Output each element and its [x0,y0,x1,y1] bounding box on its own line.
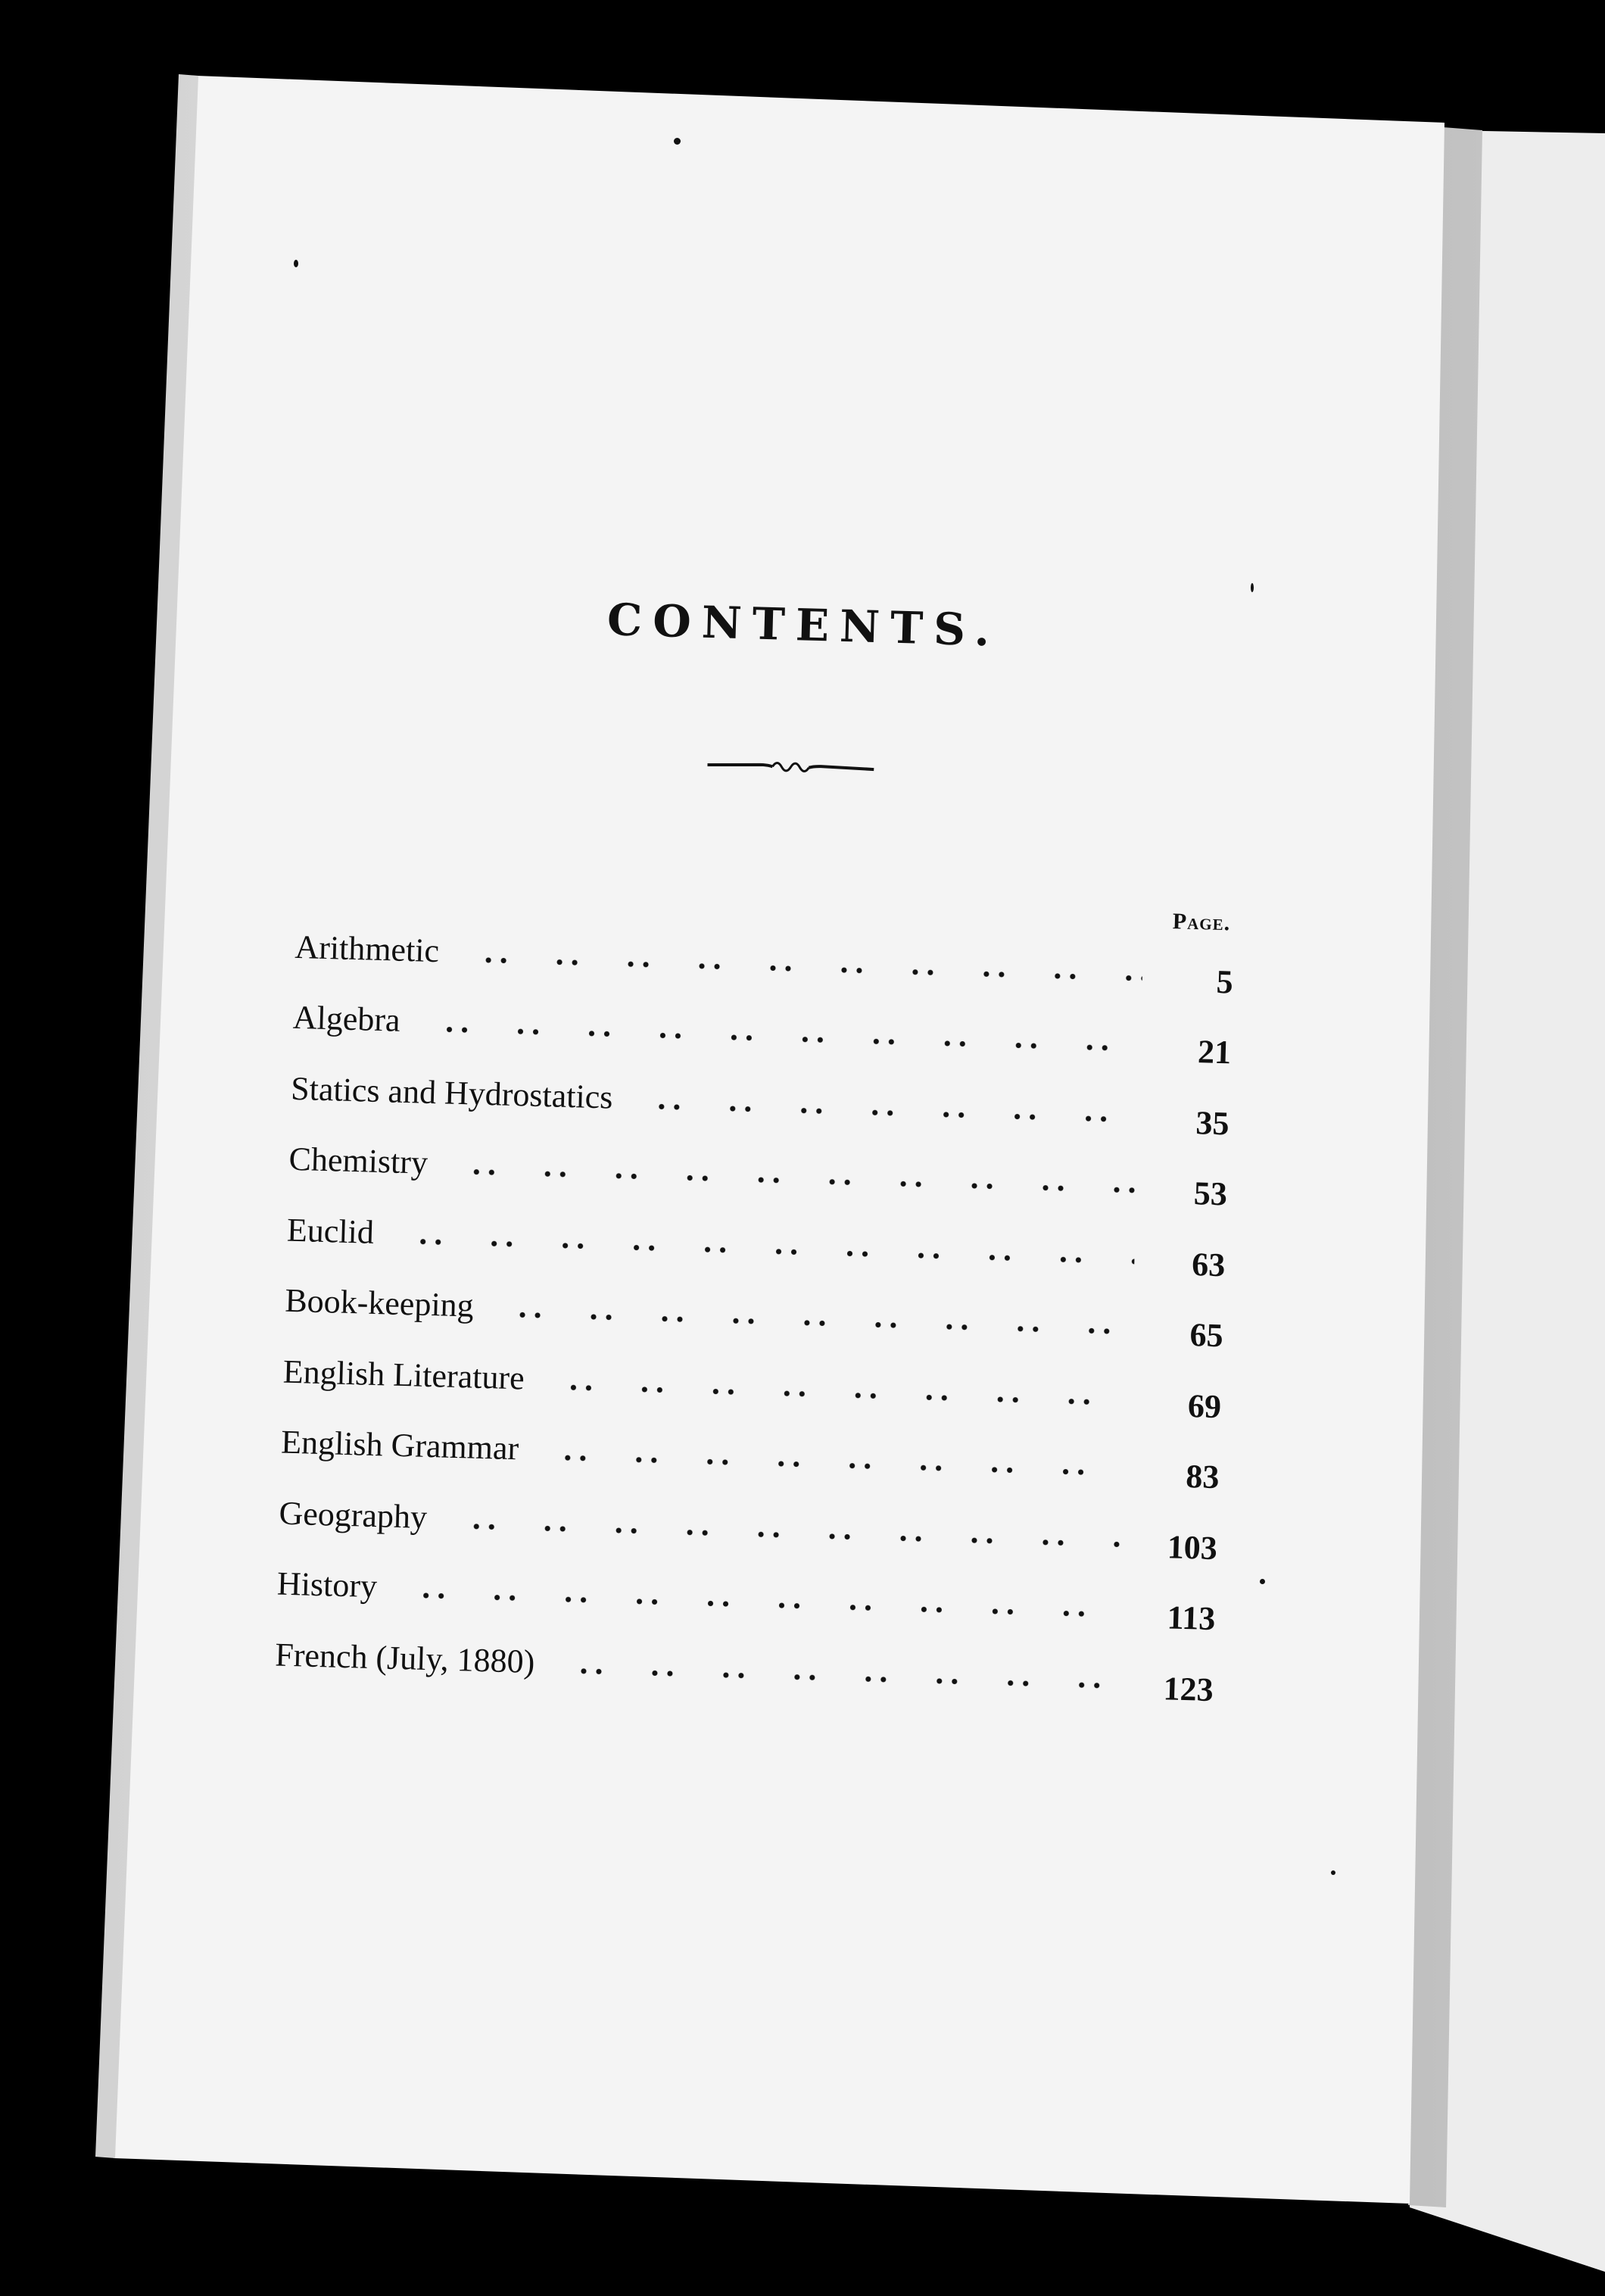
toc-entry-title: Arithmetic [294,928,440,969]
toc-entry-title: Euclid [286,1211,375,1251]
scan-speck [1251,583,1254,592]
toc-entry-page: 21 [1197,1033,1232,1072]
toc-entry-title: Statics and Hydrostatics [290,1069,614,1116]
toc-entry-page: 83 [1185,1457,1220,1496]
dot-leader [547,1652,1123,1701]
toc-entry-title: English Grammar [280,1423,519,1468]
scan-speck [1331,1870,1335,1875]
toc-entry-title: English Literature [282,1352,525,1396]
toc-entry-title: History [276,1564,378,1605]
ornament-divider-icon [707,748,874,783]
toc-entry-page: 65 [1189,1316,1224,1355]
toc-entry-page: 35 [1195,1103,1230,1142]
page-title: CONTENTS. [606,594,1002,657]
scan-speck [294,260,298,267]
toc-entry-title: Book-keeping [284,1281,475,1324]
toc-entry-page: 123 [1162,1669,1214,1708]
toc-entry-page: 5 [1216,962,1234,1000]
toc-entry-title: Algebra [292,998,401,1039]
page-column-heading: Page. [1172,909,1231,936]
toc-entry-title: Geography [278,1494,428,1536]
toc-entry-page: 113 [1166,1599,1216,1638]
toc-entry-page: 63 [1191,1245,1226,1284]
toc-entry-title: Chemistry [288,1140,429,1181]
toc-entry-page: 69 [1187,1387,1222,1425]
scan-speck [674,138,681,145]
toc-entry-page: 103 [1167,1527,1218,1567]
toc-entry-title: French (July, 1880) [274,1635,535,1680]
scan-speck [1260,1579,1265,1584]
toc-entry-page: 53 [1193,1175,1228,1213]
table-of-contents [274,903,1234,1708]
